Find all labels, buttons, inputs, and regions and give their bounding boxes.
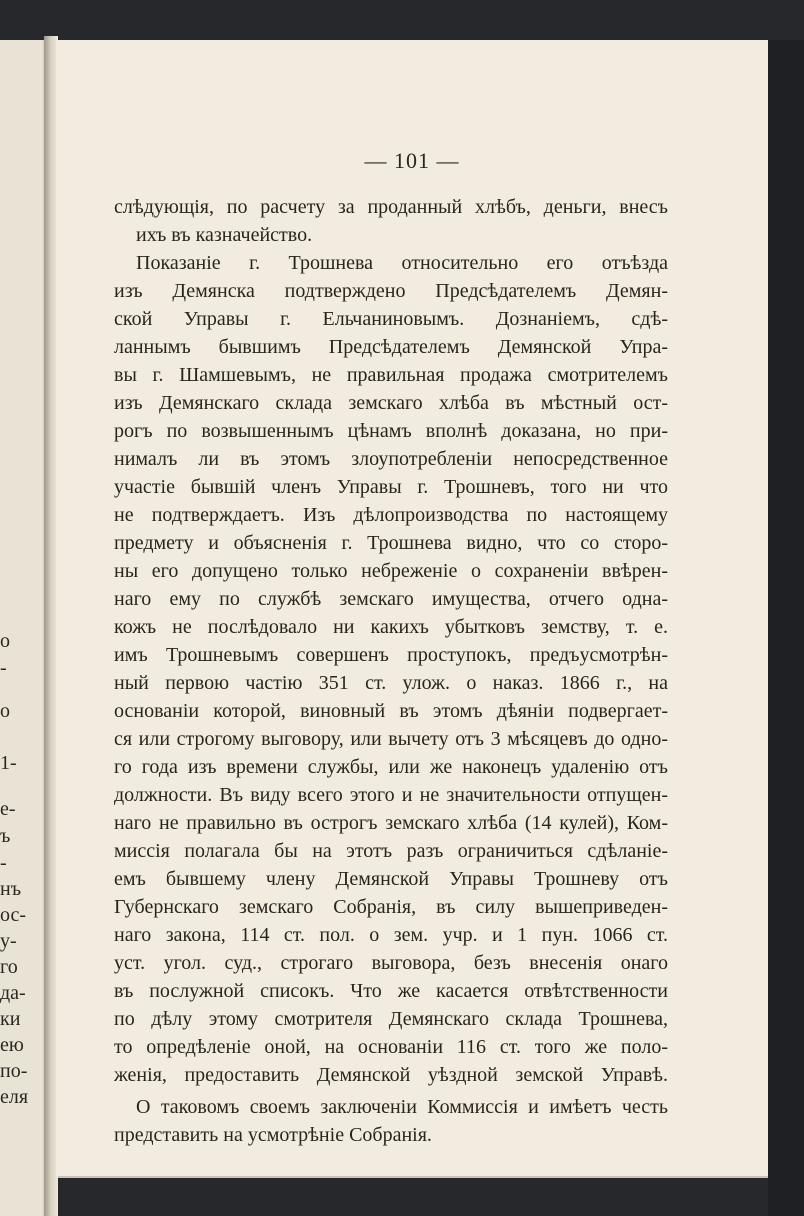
left-fragment-text: - — [0, 657, 7, 679]
text-line: въ послужной списокъ. Что же касается отвѣтственности — [114, 980, 668, 1002]
text-line: нималъ ли въ этомъ злоупотребленіи непосредственное — [114, 448, 668, 470]
text-line: го года изъ времени службы, или же наконецъ удаленію отъ — [114, 756, 668, 778]
text-line: представить на усмотрѣніе Собранія. — [114, 1124, 432, 1146]
left-fragment-text: 1- — [0, 752, 17, 774]
text-line: женія, предоставить Демянской уѣздной земской Управѣ. — [114, 1064, 668, 1086]
text-line: уст. угол. суд., строгаго выговора, безъ внесенія онаго — [114, 952, 668, 974]
left-fragment-text: ки — [0, 1008, 21, 1030]
left-fragment-text: ею — [0, 1034, 24, 1056]
text-line: наго не правильно въ острогъ земскаго хлѣба (14 кулей), Ком- — [114, 812, 668, 834]
text-line: кожъ не послѣдовало ни какихъ убытковъ земству, т. е. — [114, 616, 668, 638]
text-line: ской Управы г. Ельчаниновымъ. Дознаніемъ, сдѣ- — [114, 308, 668, 330]
text-line: ся или строгому выговору, или вычету отъ 3 мѣсяцевъ до одно- — [114, 728, 668, 750]
text-line: емъ бывшему члену Демянской Управы Трошневу отъ — [114, 868, 668, 890]
text-line: слѣдующія, по расчету за проданный хлѣбъ, деньги, внесъ — [114, 196, 668, 218]
text-line: Губернскаго земскаго Собранія, въ силу вышеприведен- — [114, 896, 668, 918]
background-shadow — [768, 40, 804, 1216]
text-line: ихъ въ казначейство. — [136, 224, 313, 246]
text-line: миссія полагала бы на этотъ разъ ограничиться сдѣланіе- — [114, 840, 668, 862]
left-fragment-text: да- — [0, 982, 26, 1004]
text-line: основаніи которой, виновный въ этомъ дѣяніи подвергает- — [114, 700, 668, 722]
left-fragment-text: о — [0, 630, 10, 652]
left-fragment-text: по- — [0, 1060, 28, 1082]
text-line: наго закона, 114 ст. пол. о зем. учр. и 1 пун. 1066 ст. — [114, 924, 668, 946]
text-line: изъ Демянскаго склада земскаго хлѣба въ мѣстный ост- — [114, 392, 668, 414]
text-line: ланнымъ бывшимъ Предсѣдателемъ Демянской Упра- — [114, 336, 668, 358]
text-line: рогъ по возвышеннымъ цѣнамъ вполнѣ доказана, но при- — [114, 420, 668, 442]
text-line: ны его допущено только небреженіе о сохраненіи ввѣрен- — [114, 560, 668, 582]
text-line: ный первою частію 351 ст. улож. о наказ. 1866 г., на — [114, 672, 668, 694]
text-line: должности. Въ виду всего этого и не значительности отпущен- — [114, 784, 668, 806]
left-fragment-text: ъ — [0, 825, 11, 847]
text-line: наго ему по службѣ земскаго имущества, отчего одна- — [114, 588, 668, 610]
text-line: Показаніе г. Трошнева относительно его отъѣзда — [136, 252, 668, 274]
book-page — [56, 40, 768, 1176]
text-line: то опредѣленіе оной, на основаніи 116 ст. того же поло- — [114, 1036, 668, 1058]
text-line: О таковомъ своемъ заключеніи Коммиссія и имѣетъ честь — [136, 1096, 668, 1118]
left-fragment-text: еля — [0, 1086, 29, 1108]
left-page-fragment — [0, 40, 46, 1216]
text-line: вы г. Шамшевымъ, не правильная продажа смотрителемъ — [114, 364, 668, 386]
text-line: участіе бывшій членъ Управы г. Трошневъ, того ни что — [114, 476, 668, 498]
left-fragment-text: е- — [0, 798, 16, 820]
left-fragment-text: нъ — [0, 878, 22, 900]
left-fragment-text: у- — [0, 930, 17, 952]
text-line: предмету и объясненія г. Трошнева видно, что со сторо- — [114, 532, 668, 554]
left-fragment-text: ос- — [0, 904, 27, 926]
text-line: имъ Трошневымъ совершенъ проступокъ, предъусмотрѣн- — [114, 644, 668, 666]
text-line: изъ Демянска подтверждено Предсѣдателемъ Демян- — [114, 280, 668, 302]
left-fragment-text: го — [0, 956, 18, 978]
page-number: — 101 — — [364, 148, 460, 173]
left-fragment-text: о — [0, 700, 10, 722]
text-line: по дѣлу этому смотрителя Демянскаго склада Трошнева, — [114, 1008, 668, 1030]
text-line: не подтверждаетъ. Изъ дѣлопроизводства по настоящему — [114, 504, 668, 526]
left-fragment-text: - — [0, 852, 7, 874]
